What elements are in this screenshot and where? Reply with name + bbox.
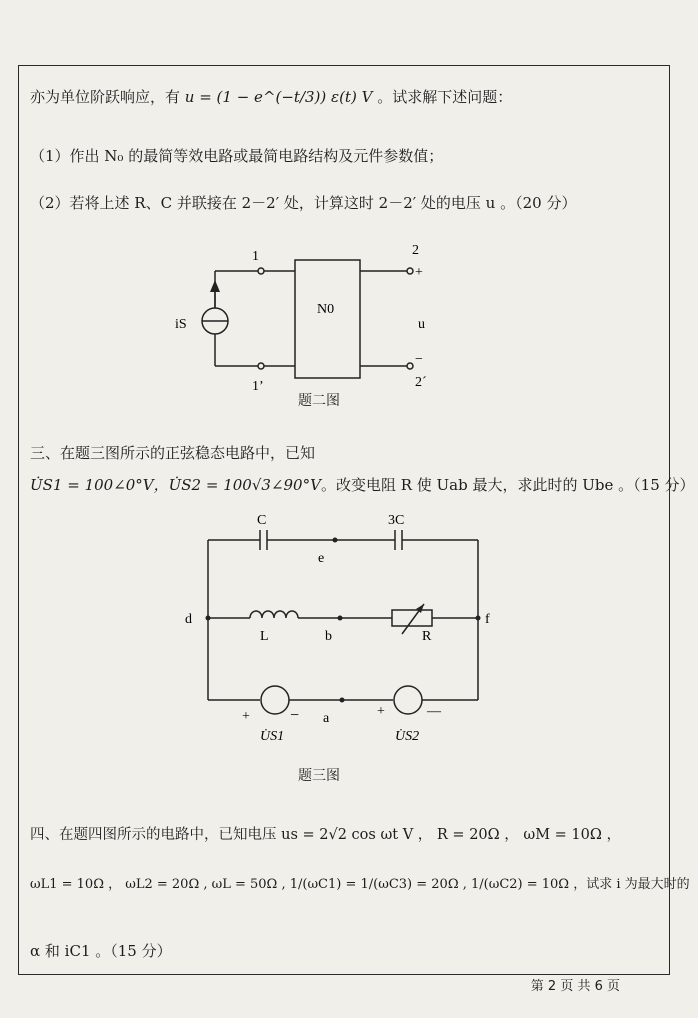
plus-sign: + bbox=[415, 265, 423, 280]
node-d-label: d bbox=[185, 612, 192, 627]
node-f-label: f bbox=[485, 612, 490, 627]
node-a-dot bbox=[340, 698, 345, 703]
node-d-dot bbox=[206, 616, 211, 621]
src1-label: U̇S1 bbox=[260, 729, 285, 744]
current-arrow-icon bbox=[210, 280, 220, 292]
node-1-label: 1 bbox=[252, 249, 259, 264]
problem4-line1: 四、在题四图所示的电路中，已知电压 us = 2√2 cos ωt V ， R = 20Ω ， ωM = 10Ω ， bbox=[30, 827, 622, 843]
problem3-given-values: U̇S1 = 100∠0°V，U̇S2 = 100√3∠90°V bbox=[30, 476, 321, 494]
minus-sign: − bbox=[415, 352, 423, 367]
source-is-label: iS bbox=[175, 317, 187, 332]
figure-2-caption: 题二图 bbox=[298, 393, 340, 409]
problem2-q1: （1）作出 N₀ 的最简等效电路或最简电路结构及元件参数值； bbox=[30, 147, 444, 165]
intro-formula: u = (1 − e^(−t/3)) ε(t) V bbox=[184, 88, 373, 106]
intro-prefix: 亦为单位阶跃响应，有 bbox=[30, 88, 181, 106]
node-a-label: a bbox=[323, 711, 330, 726]
problem2-intro bbox=[30, 86, 512, 107]
page-footer: 第 2 页 共 6 页 bbox=[530, 979, 620, 994]
node-e-label: e bbox=[318, 551, 325, 566]
figure-3-circuit bbox=[180, 510, 500, 755]
problem2-q2: （2）若将上述 R、C 并联接在 2－2′ 处，计算这时 2－2′ 处的电压 u 。（20 分） bbox=[30, 194, 577, 212]
src1-plus: + bbox=[242, 709, 250, 724]
problem3-ask: 。改变电阻 R 使 Uab 最大，求此时的 Ube 。（15 分） bbox=[320, 476, 695, 494]
variable-resistor-arrow-icon bbox=[416, 604, 424, 613]
src1-minus: − bbox=[290, 707, 300, 724]
figure-2-circuit bbox=[160, 238, 460, 408]
node-2p-label: 2ˊ bbox=[415, 375, 427, 390]
problem4-line2: ωL1 = 10Ω ， ωL2 = 20Ω , ωL = 50Ω , 1/(ωC1) = 1/(ωC3) = 20Ω , 1/(ωC2) = 10Ω ，试求 i 为最大时的 bbox=[30, 877, 690, 892]
problem4-line3: α 和 iC1 。（15 分） bbox=[30, 942, 172, 960]
problem3-given bbox=[30, 474, 695, 495]
node-1p-label: 1’ bbox=[252, 379, 264, 394]
node-e-dot bbox=[333, 538, 338, 543]
cap-c-label: C bbox=[257, 513, 267, 528]
node-2-label: 2 bbox=[412, 243, 419, 258]
output-u-label: u bbox=[418, 317, 425, 332]
node-b-label: b bbox=[325, 629, 332, 644]
src2-plus: + bbox=[377, 704, 385, 719]
figure-3-caption: 题三图 bbox=[298, 768, 340, 784]
node-b-dot bbox=[338, 616, 343, 621]
node-f-dot bbox=[476, 616, 481, 621]
box-n0-label: N0 bbox=[317, 302, 335, 317]
intro-suffix: 。试求解下述问题： bbox=[377, 88, 513, 106]
src2-minus: — bbox=[427, 704, 441, 719]
problem3-title: 三、在题三图所示的正弦稳态电路中，已知 bbox=[30, 444, 316, 462]
src2-label: U̇S2 bbox=[395, 729, 420, 744]
resistor-r-label: R bbox=[422, 629, 432, 644]
inductor-l-label: L bbox=[260, 629, 269, 644]
cap-3c-label: 3C bbox=[388, 513, 405, 528]
